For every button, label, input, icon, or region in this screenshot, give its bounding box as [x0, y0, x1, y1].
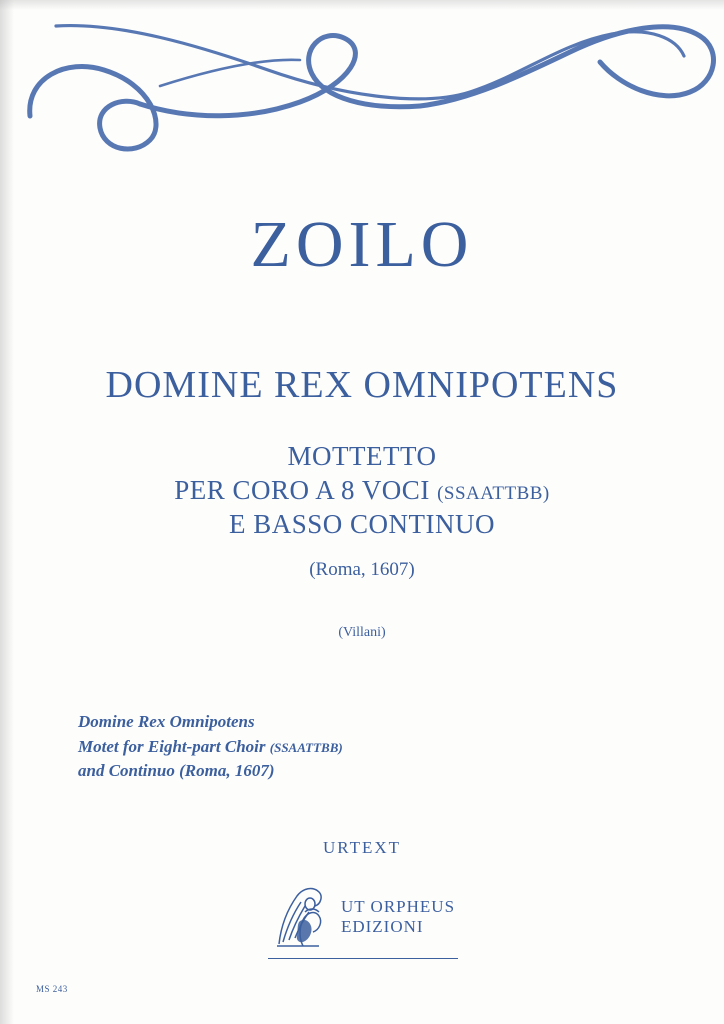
english-description-block — [78, 710, 598, 784]
divider-rule — [268, 958, 458, 959]
decorative-flourish-ornament — [0, 0, 724, 190]
subtitle-genre-text: MOTTETTO — [287, 441, 437, 471]
editor-name: (Villani) — [338, 625, 386, 640]
publisher-logo-block — [0, 878, 724, 956]
catalog-number: MS 243 — [36, 984, 68, 994]
subtitle-voice-abbreviation: (SSAATTBB) — [437, 482, 550, 504]
subtitle-scoring-text: PER CORO A 8 VOCI — [174, 474, 438, 505]
work-title: DOMINE REX OMNIPOTENS — [105, 364, 619, 406]
place-and-date: (Roma, 1607) — [309, 559, 415, 580]
subtitle-line-scoring — [0, 474, 724, 508]
english-voice-abbreviation: (SSAATTBB) — [269, 739, 343, 755]
urtext-label: URTEXT — [322, 838, 402, 857]
work-subtitle-block — [0, 440, 724, 541]
english-scoring-text: Motet for Eight-part Choir — [78, 736, 270, 756]
english-scoring-line — [78, 735, 598, 760]
ut-orpheus-harpist-logo-icon — [269, 882, 331, 952]
publisher-name-line2: EDIZIONI — [340, 917, 424, 936]
subtitle-continuo-text: E BASSO CONTINUO — [228, 508, 496, 539]
english-continuo-line: and Continuo (Roma, 1607) — [78, 761, 275, 781]
composer-name: ZOILO — [250, 208, 474, 281]
english-title: Domine Rex Omnipotens — [78, 712, 255, 731]
subtitle-line-genre — [0, 440, 724, 474]
subtitle-line-continuo — [0, 508, 724, 542]
publisher-name-line1: UT ORPHEUS — [340, 897, 456, 917]
publisher-name — [341, 897, 455, 936]
